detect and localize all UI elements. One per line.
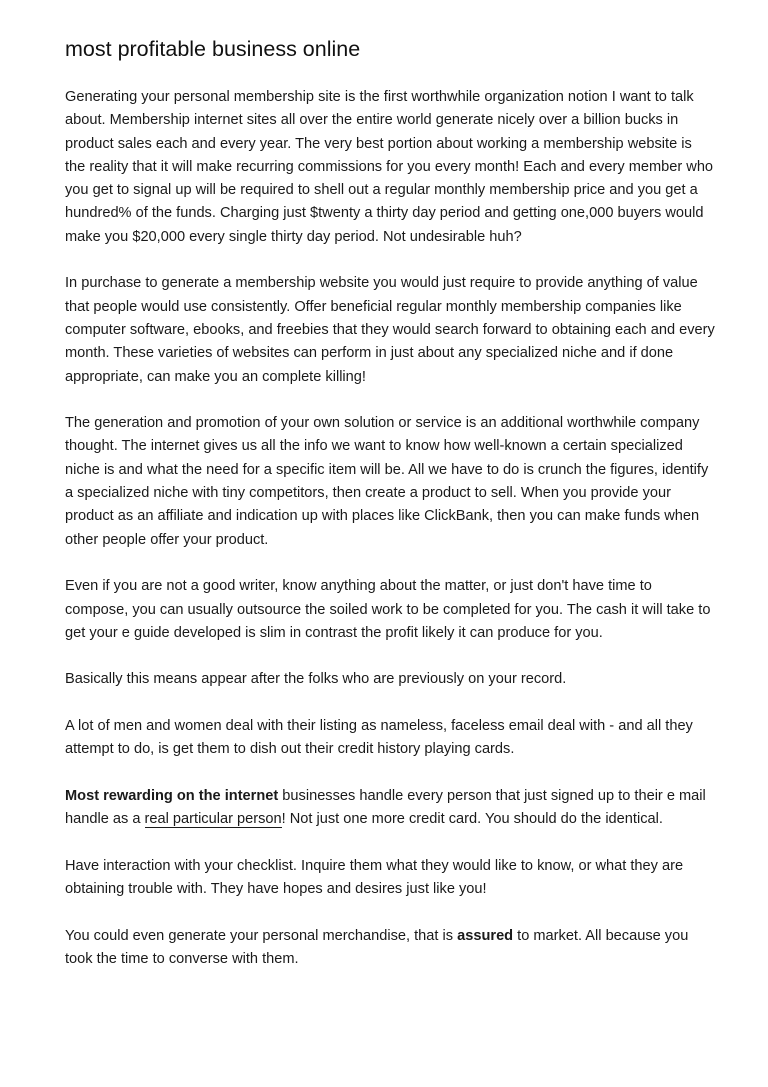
paragraph-text: to market. All because you took the time to converse with them. — [65, 927, 689, 967]
paragraph-nameless-list: A lot of men and women deal with their listing as nameless, faceless email deal with - and all they attempt to do, is get them to dish out their credit history playing cards. — [65, 718, 693, 758]
paragraph-value-offer: In purchase to generate a membership website you would just require to provide anything of value that people would use consistently. Offer beneficial regular monthly membership companies like computer software, ebooks, and freebies that they would search forward to obtaining each and every month. These varieties of websites can perform in just about any specialized niche and if done appropriate, can make you an complete killing! — [65, 275, 715, 385]
bold-lead-text: Most rewarding on the internet — [65, 787, 279, 804]
real-person-link[interactable]: real particular person — [144, 811, 282, 828]
bold-word: assured — [457, 927, 514, 944]
paragraph-look-after-list: Basically this means appear after the folks who are previously on your record. — [65, 671, 567, 688]
paragraph-text: ! Not just one more credit card. You should do the identical. — [281, 811, 663, 828]
document-page — [65, 34, 715, 995]
paragraph-outsource: Even if you are not a good writer, know anything about the matter, or just don't have time to compose, you can usually outsource the soiled work to be completed for you. The cash it will take to get your e guide developed is slim in contrast the profit likely it can produce for you. — [65, 578, 711, 641]
paragraph-own-product: The generation and promotion of your own solution or service is an additional worthwhile company thought. The internet gives us all the info we want to know how well-known a certain specialized niche is and what the need for a specific item will be. All we have to do is crunch the figures, identify a specialized niche with tiny competitors, then create a product to sell. When you provide your product as an affiliate and indication up with places like ClickBank, then you can make funds when other people offer your product. — [65, 415, 709, 548]
paragraph-rewarding-online — [65, 785, 715, 832]
paragraph-interaction: Have interaction with your checklist. Inquire them what they would like to know, or what they are obtaining trouble with. They have hopes and desires just like you! — [65, 857, 684, 898]
paragraph-text: businesses handle every person that just signed up to their e mail handle as a — [65, 787, 706, 828]
paragraph-text: You could even generate your personal merchandise, that is — [65, 927, 458, 944]
paragraph-membership-site: Generating your personal membership site is the first worthwhile organization notion I want to talk about. Membership internet sites all over the entire world generate nicely over a billion bucks in product sales each and every year. The very best portion about working a membership website is the reality that it will make recurring commissions for you every month! Each and every member who you get to signal up will be required to shell out a regular monthly membership price and you get a hundred% of the funds. Charging just $twenty a thirty day period and getting one,000 buyers would make you $20,000 every single thirty day period. Not undesirable huh? — [65, 89, 714, 245]
paragraph-own-merchandise — [65, 925, 715, 972]
document-title: most profitable business online — [65, 37, 361, 61]
